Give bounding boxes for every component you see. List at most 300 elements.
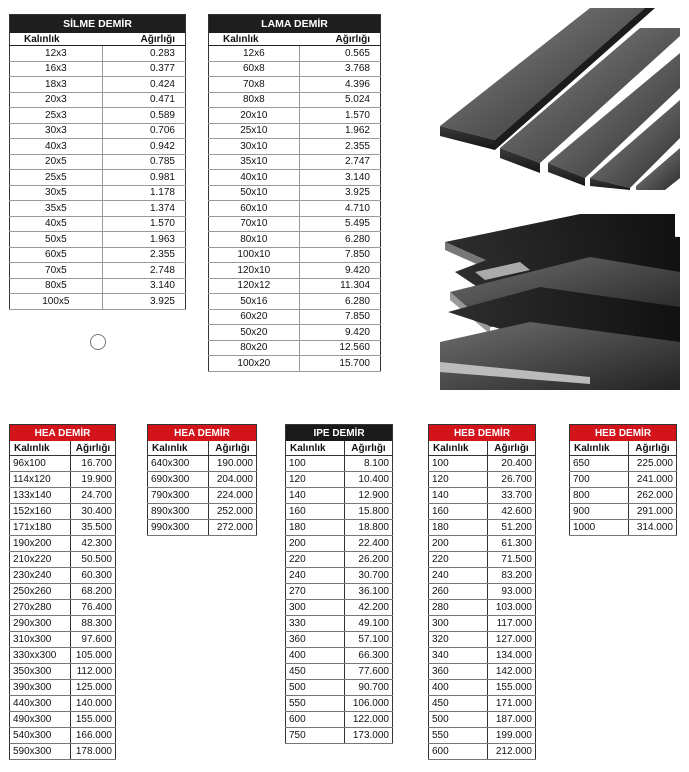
weight-cell: 12.560 <box>299 340 380 356</box>
table-row <box>10 139 186 155</box>
size-cell: 171x180 <box>10 520 71 536</box>
table-row <box>429 504 536 520</box>
weight-cell: 15.800 <box>345 504 393 520</box>
table-row <box>286 472 393 488</box>
weight-cell: 225.000 <box>629 456 677 472</box>
column-header: Ağırlığı <box>488 441 536 456</box>
size-cell: 400 <box>429 680 488 696</box>
size-cell: 25x3 <box>10 108 103 124</box>
table-title: HEA DEMİR <box>10 425 116 442</box>
weight-cell: 76.400 <box>71 600 116 616</box>
weight-cell: 204.000 <box>209 472 257 488</box>
size-cell: 550 <box>429 728 488 744</box>
size-cell: 200 <box>429 536 488 552</box>
table-row <box>209 201 381 217</box>
table-row <box>10 170 186 186</box>
size-cell: 390x300 <box>10 680 71 696</box>
size-cell: 100 <box>429 456 488 472</box>
table-row <box>209 263 381 279</box>
table-row <box>10 536 116 552</box>
ipe-demir-table <box>285 424 393 744</box>
table-row <box>10 728 116 744</box>
table-row <box>286 552 393 568</box>
weight-cell: 19.900 <box>71 472 116 488</box>
weight-cell: 10.400 <box>345 472 393 488</box>
table-row <box>209 278 381 294</box>
table-row <box>10 263 186 279</box>
size-cell: 80x10 <box>209 232 300 248</box>
weight-cell: 0.565 <box>299 46 380 62</box>
weight-cell: 68.200 <box>71 584 116 600</box>
size-cell: 120 <box>286 472 345 488</box>
weight-cell: 8.100 <box>345 456 393 472</box>
table-row <box>10 232 186 248</box>
size-cell: 20x10 <box>209 108 300 124</box>
weight-cell: 42.300 <box>71 536 116 552</box>
table-row <box>286 664 393 680</box>
table-row <box>209 61 381 77</box>
weight-cell: 117.000 <box>488 616 536 632</box>
table-row <box>286 696 393 712</box>
weight-cell: 18.800 <box>345 520 393 536</box>
weight-cell: 83.200 <box>488 568 536 584</box>
table-row <box>10 664 116 680</box>
weight-cell: 140.000 <box>71 696 116 712</box>
size-cell: 12x6 <box>209 46 300 62</box>
weight-cell: 187.000 <box>488 712 536 728</box>
size-cell: 100 <box>286 456 345 472</box>
table-row <box>209 309 381 325</box>
size-cell: 750 <box>286 728 345 744</box>
size-cell: 320 <box>429 632 488 648</box>
size-cell: 100x5 <box>10 294 103 310</box>
table-row <box>10 294 186 310</box>
table-row <box>570 472 677 488</box>
weight-cell: 9.420 <box>299 325 380 341</box>
weight-cell: 127.000 <box>488 632 536 648</box>
size-cell: 650 <box>570 456 629 472</box>
size-cell: 160 <box>286 504 345 520</box>
weight-cell: 2.355 <box>102 247 185 263</box>
size-cell: 550 <box>286 696 345 712</box>
table-row <box>148 472 257 488</box>
column-header: Kalınlık <box>10 33 103 46</box>
size-cell: 50x10 <box>209 185 300 201</box>
table-row <box>209 170 381 186</box>
table-row <box>10 488 116 504</box>
size-cell: 160 <box>429 504 488 520</box>
size-cell: 590x300 <box>10 744 71 760</box>
table-title: HEA DEMİR <box>148 425 257 442</box>
size-cell: 500 <box>286 680 345 696</box>
table-row <box>10 185 186 201</box>
size-cell: 220 <box>429 552 488 568</box>
weight-cell: 4.396 <box>299 77 380 93</box>
size-cell: 490x300 <box>10 712 71 728</box>
table-row <box>429 616 536 632</box>
table-row <box>429 568 536 584</box>
table-row <box>286 616 393 632</box>
column-header: Kalınlık <box>286 441 345 456</box>
table-row <box>429 648 536 664</box>
size-cell: 200 <box>286 536 345 552</box>
weight-cell: 0.471 <box>102 92 185 108</box>
weight-cell: 2.748 <box>102 263 185 279</box>
table-row <box>10 520 116 536</box>
table-row <box>10 77 186 93</box>
size-cell: 260 <box>429 584 488 600</box>
weight-cell: 3.140 <box>102 278 185 294</box>
table-row <box>10 61 186 77</box>
column-header: Ağırlığı <box>102 33 185 46</box>
weight-cell: 122.000 <box>345 712 393 728</box>
weight-cell: 0.706 <box>102 123 185 139</box>
weight-cell: 49.100 <box>345 616 393 632</box>
flat-bars-photo <box>440 8 680 190</box>
column-header: Kalınlık <box>10 441 71 456</box>
size-cell: 152x160 <box>10 504 71 520</box>
column-header: Ağırlığı <box>345 441 393 456</box>
size-cell: 790x300 <box>148 488 209 504</box>
weight-cell: 66.300 <box>345 648 393 664</box>
size-cell: 450 <box>429 696 488 712</box>
size-cell: 300 <box>429 616 488 632</box>
size-cell: 400 <box>286 648 345 664</box>
weight-cell: 224.000 <box>209 488 257 504</box>
weight-cell: 4.710 <box>299 201 380 217</box>
size-cell: 290x300 <box>10 616 71 632</box>
weight-cell: 1.962 <box>299 123 380 139</box>
size-cell: 140 <box>286 488 345 504</box>
table-title: SİLME DEMİR <box>10 15 186 34</box>
size-cell: 540x300 <box>10 728 71 744</box>
table-row <box>286 680 393 696</box>
weight-cell: 57.100 <box>345 632 393 648</box>
weight-cell: 125.000 <box>71 680 116 696</box>
table-row <box>10 216 186 232</box>
weight-cell: 1.570 <box>102 216 185 232</box>
weight-cell: 3.925 <box>299 185 380 201</box>
table-row <box>286 600 393 616</box>
table-title: IPE DEMİR <box>286 425 393 442</box>
weight-cell: 97.600 <box>71 632 116 648</box>
size-cell: 60x8 <box>209 61 300 77</box>
size-cell: 30x5 <box>10 185 103 201</box>
weight-cell: 7.850 <box>299 309 380 325</box>
weight-cell: 5.495 <box>299 216 380 232</box>
table-row <box>209 325 381 341</box>
table-row <box>209 356 381 372</box>
size-cell: 690x300 <box>148 472 209 488</box>
size-cell: 180 <box>429 520 488 536</box>
table-row <box>148 520 257 536</box>
table-row <box>286 520 393 536</box>
weight-cell: 93.000 <box>488 584 536 600</box>
size-cell: 270x280 <box>10 600 71 616</box>
table-row <box>286 728 393 744</box>
table-row <box>429 744 536 760</box>
column-header: Ağırlığı <box>299 33 380 46</box>
weight-cell: 142.000 <box>488 664 536 680</box>
weight-cell: 12.900 <box>345 488 393 504</box>
table-row <box>570 504 677 520</box>
weight-cell: 77.600 <box>345 664 393 680</box>
table-row <box>148 504 257 520</box>
table-row <box>10 568 116 584</box>
size-cell: 18x3 <box>10 77 103 93</box>
table-row <box>10 46 186 62</box>
table-row <box>429 536 536 552</box>
size-cell: 60x5 <box>10 247 103 263</box>
table-row <box>209 294 381 310</box>
size-cell: 120 <box>429 472 488 488</box>
table-row <box>429 520 536 536</box>
lama-demir-table <box>208 14 381 372</box>
table-row <box>10 472 116 488</box>
weight-cell: 190.000 <box>209 456 257 472</box>
weight-cell: 5.024 <box>299 92 380 108</box>
table-row <box>148 488 257 504</box>
weight-cell: 2.747 <box>299 154 380 170</box>
weight-cell: 15.700 <box>299 356 380 372</box>
table-row <box>429 600 536 616</box>
size-cell: 240 <box>429 568 488 584</box>
size-cell: 300 <box>286 600 345 616</box>
size-cell: 120x12 <box>209 278 300 294</box>
table-row <box>209 46 381 62</box>
size-cell: 25x5 <box>10 170 103 186</box>
size-cell: 60x20 <box>209 309 300 325</box>
weight-cell: 241.000 <box>629 472 677 488</box>
table-row <box>10 712 116 728</box>
size-cell: 35x5 <box>10 201 103 217</box>
table-row <box>286 648 393 664</box>
table-row <box>570 488 677 504</box>
table-row <box>286 712 393 728</box>
table-row <box>209 216 381 232</box>
weight-cell: 1.374 <box>102 201 185 217</box>
table-row <box>10 680 116 696</box>
size-cell: 350x300 <box>10 664 71 680</box>
size-cell: 114x120 <box>10 472 71 488</box>
stacked-bars-photo <box>440 212 680 390</box>
size-cell: 330xx300 <box>10 648 71 664</box>
size-cell: 890x300 <box>148 504 209 520</box>
hea-demir-table-2 <box>147 424 257 536</box>
weight-cell: 105.000 <box>71 648 116 664</box>
column-header: Ağırlığı <box>71 441 116 456</box>
size-cell: 12x3 <box>10 46 103 62</box>
weight-cell: 272.000 <box>209 520 257 536</box>
size-cell: 140 <box>429 488 488 504</box>
table-row <box>209 92 381 108</box>
size-cell: 640x300 <box>148 456 209 472</box>
radio-circle-icon[interactable] <box>90 334 106 350</box>
size-cell: 70x5 <box>10 263 103 279</box>
weight-cell: 3.925 <box>102 294 185 310</box>
table-row <box>286 584 393 600</box>
weight-cell: 106.000 <box>345 696 393 712</box>
table-row <box>10 632 116 648</box>
size-cell: 133x140 <box>10 488 71 504</box>
table-row <box>10 154 186 170</box>
table-row <box>10 247 186 263</box>
size-cell: 50x20 <box>209 325 300 341</box>
weight-cell: 2.355 <box>299 139 380 155</box>
table-row <box>570 520 677 536</box>
weight-cell: 1.570 <box>299 108 380 124</box>
weight-cell: 9.420 <box>299 263 380 279</box>
table-row <box>209 185 381 201</box>
weight-cell: 30.700 <box>345 568 393 584</box>
size-cell: 360 <box>286 632 345 648</box>
weight-cell: 0.981 <box>102 170 185 186</box>
column-header: Kalınlık <box>209 33 300 46</box>
table-row <box>429 712 536 728</box>
size-cell: 450 <box>286 664 345 680</box>
silme-demir-table <box>9 14 186 310</box>
table-row <box>286 488 393 504</box>
weight-cell: 199.000 <box>488 728 536 744</box>
weight-cell: 1.178 <box>102 185 185 201</box>
table-title: LAMA DEMİR <box>209 15 381 34</box>
table-row <box>429 632 536 648</box>
flat-bars-image <box>440 8 680 190</box>
weight-cell: 252.000 <box>209 504 257 520</box>
weight-cell: 42.200 <box>345 600 393 616</box>
size-cell: 220 <box>286 552 345 568</box>
weight-cell: 71.500 <box>488 552 536 568</box>
size-cell: 250x260 <box>10 584 71 600</box>
weight-cell: 166.000 <box>71 728 116 744</box>
table-row <box>286 456 393 472</box>
size-cell: 40x10 <box>209 170 300 186</box>
size-cell: 30x3 <box>10 123 103 139</box>
weight-cell: 50.500 <box>71 552 116 568</box>
size-cell: 700 <box>570 472 629 488</box>
table-row <box>570 456 677 472</box>
table-row <box>10 616 116 632</box>
weight-cell: 3.140 <box>299 170 380 186</box>
heb-demir-table-1 <box>428 424 536 760</box>
size-cell: 280 <box>429 600 488 616</box>
table-row <box>286 504 393 520</box>
table-row <box>10 552 116 568</box>
table-row <box>429 664 536 680</box>
column-header: Kalınlık <box>429 441 488 456</box>
size-cell: 80x8 <box>209 92 300 108</box>
size-cell: 100x20 <box>209 356 300 372</box>
table-row <box>429 728 536 744</box>
table-row <box>429 552 536 568</box>
table-row <box>209 77 381 93</box>
size-cell: 310x300 <box>10 632 71 648</box>
weight-cell: 20.400 <box>488 456 536 472</box>
size-cell: 500 <box>429 712 488 728</box>
weight-cell: 6.280 <box>299 232 380 248</box>
weight-cell: 88.300 <box>71 616 116 632</box>
weight-cell: 155.000 <box>488 680 536 696</box>
size-cell: 360 <box>429 664 488 680</box>
table-row <box>10 278 186 294</box>
table-row <box>10 123 186 139</box>
column-header: Kalınlık <box>148 441 209 456</box>
weight-cell: 212.000 <box>488 744 536 760</box>
table-row <box>209 340 381 356</box>
weight-cell: 35.500 <box>71 520 116 536</box>
weight-cell: 134.000 <box>488 648 536 664</box>
weight-cell: 112.000 <box>71 664 116 680</box>
table-row <box>286 536 393 552</box>
table-row <box>286 568 393 584</box>
table-row <box>429 456 536 472</box>
table-row <box>429 680 536 696</box>
table-row <box>209 123 381 139</box>
size-cell: 40x5 <box>10 216 103 232</box>
weight-cell: 155.000 <box>71 712 116 728</box>
size-cell: 240 <box>286 568 345 584</box>
size-cell: 440x300 <box>10 696 71 712</box>
column-header: Ağırlığı <box>209 441 257 456</box>
weight-cell: 0.424 <box>102 77 185 93</box>
weight-cell: 173.000 <box>345 728 393 744</box>
table-row <box>10 108 186 124</box>
weight-cell: 3.768 <box>299 61 380 77</box>
size-cell: 100x10 <box>209 247 300 263</box>
size-cell: 35x10 <box>209 154 300 170</box>
weight-cell: 171.000 <box>488 696 536 712</box>
weight-cell: 26.200 <box>345 552 393 568</box>
table-row <box>286 632 393 648</box>
size-cell: 60x10 <box>209 201 300 217</box>
weight-cell: 314.000 <box>629 520 677 536</box>
table-row <box>209 154 381 170</box>
size-cell: 50x16 <box>209 294 300 310</box>
table-row <box>10 584 116 600</box>
size-cell: 800 <box>570 488 629 504</box>
size-cell: 990x300 <box>148 520 209 536</box>
table-row <box>10 696 116 712</box>
weight-cell: 291.000 <box>629 504 677 520</box>
hea-demir-table-1 <box>9 424 116 760</box>
table-row <box>10 92 186 108</box>
size-cell: 600 <box>286 712 345 728</box>
table-row <box>209 108 381 124</box>
size-cell: 190x200 <box>10 536 71 552</box>
size-cell: 230x240 <box>10 568 71 584</box>
table-title: HEB DEMİR <box>570 425 677 442</box>
table-row <box>10 201 186 217</box>
size-cell: 20x5 <box>10 154 103 170</box>
weight-cell: 7.850 <box>299 247 380 263</box>
weight-cell: 11.304 <box>299 278 380 294</box>
size-cell: 270 <box>286 584 345 600</box>
weight-cell: 36.100 <box>345 584 393 600</box>
column-header: Kalınlık <box>570 441 629 456</box>
weight-cell: 24.700 <box>71 488 116 504</box>
size-cell: 50x5 <box>10 232 103 248</box>
heb-demir-table-2 <box>569 424 677 536</box>
size-cell: 25x10 <box>209 123 300 139</box>
size-cell: 900 <box>570 504 629 520</box>
size-cell: 210x220 <box>10 552 71 568</box>
weight-cell: 0.942 <box>102 139 185 155</box>
size-cell: 330 <box>286 616 345 632</box>
weight-cell: 30.400 <box>71 504 116 520</box>
table-row <box>429 488 536 504</box>
weight-cell: 103.000 <box>488 600 536 616</box>
size-cell: 30x10 <box>209 139 300 155</box>
